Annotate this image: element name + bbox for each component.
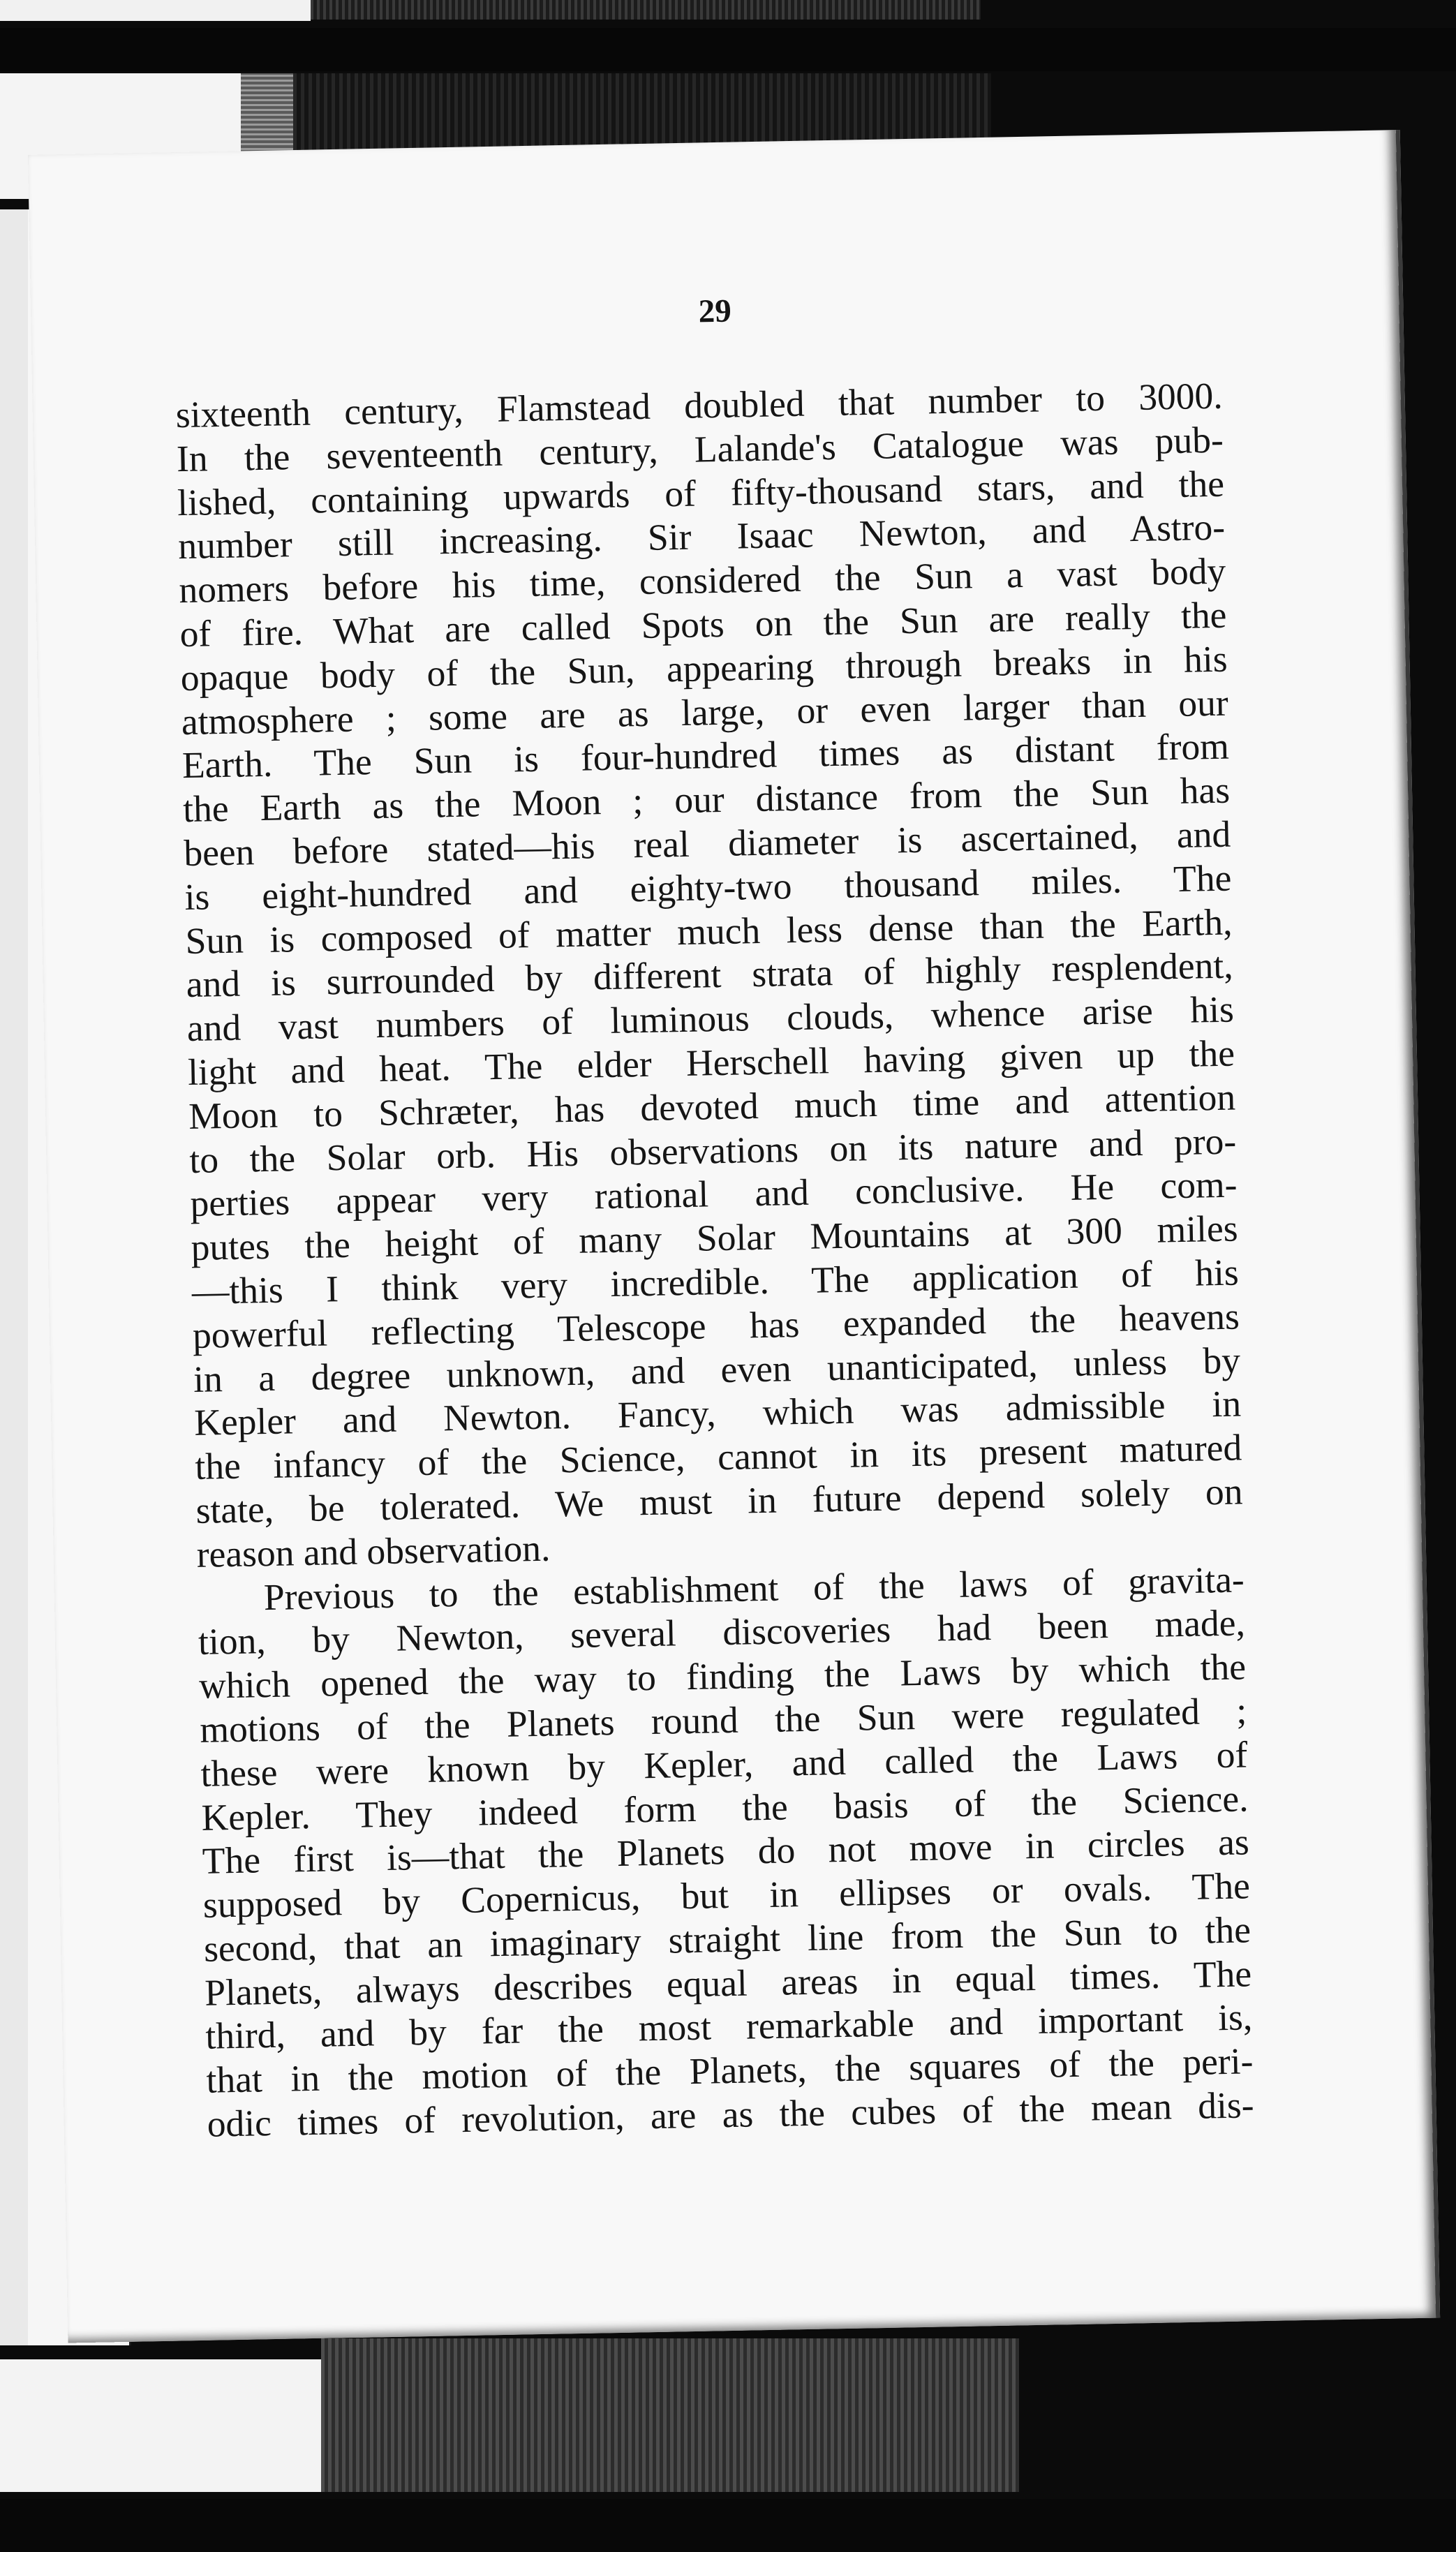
text-line: and is surrounded by different strata of highly resplendent, [186, 944, 1234, 1006]
text-line: opaque body of the Sun, appearing through breaks in his [180, 637, 1228, 699]
text-line: been before stated—his real diameter is ascertained, and [183, 813, 1231, 875]
text-line: The first is—that the Planets do not move in circles as [202, 1820, 1250, 1883]
text-line: number still increasing. Sir Isaac Newton, and Astro- [177, 506, 1226, 567]
background-texture [321, 2338, 1019, 2492]
text-line: atmosphere ; some are as large, or even larger than our [181, 681, 1229, 743]
text-line: of fire. What are called Spots on the Sun are really the [179, 593, 1227, 655]
text-line: —this I think very incredible. The application of his [191, 1251, 1240, 1312]
text-line: state, be tolerated. We must in future depend solely on [195, 1470, 1243, 1531]
text-line: sixteenth century, Flamstead doubled that number to 3000. [175, 374, 1224, 436]
background-paper [0, 2359, 321, 2492]
text-line: nomers before his time, considered the Sun a vast body [178, 549, 1226, 611]
text-line: second, that an imaginary straight line from the Sun to the [203, 1908, 1251, 1970]
facing-page-edge [0, 209, 28, 2345]
text-line: and vast numbers of luminous clouds, whence arise his [186, 988, 1235, 1050]
text-line: to the Solar orb. His observations on its nature and pro- [188, 1120, 1237, 1181]
text-line: Kepler and Newton. Fancy, which was admissible in [193, 1382, 1242, 1444]
page-text [175, 374, 1254, 2146]
text-line: Moon to Schræter, has devoted much time and attention [188, 1076, 1236, 1137]
text-line: odic times of revolution, are as the cubes of the mean dis- [207, 2084, 1255, 2145]
text-line: is eight-hundred and eighty-two thousand miles. The [184, 856, 1232, 918]
text-line: third, and by far the most remarkable and important is, [205, 1996, 1253, 2058]
background-strip [311, 0, 981, 20]
text-line: tion, by Newton, several discoveries had been made, [198, 1601, 1246, 1663]
text-line: Planets, always describes equal areas in equal times. The [204, 1952, 1252, 2014]
text-line: putes the height of many Solar Mountains at 300 miles [191, 1207, 1239, 1269]
text-line: the Earth as the Moon ; our distance from the Sun has [182, 769, 1231, 831]
text-line: reason and observation. [196, 1527, 551, 1575]
paragraph-start: Previous to the establishment of the laws of gravita- [263, 1557, 1245, 1618]
text-line: Earth. The Sun is four-hundred times as distant from [181, 725, 1230, 787]
background-strip [0, 0, 311, 21]
text-line: that in the motion of the Planets, the squares of the peri- [206, 2040, 1254, 2102]
scanner-band [0, 2499, 1456, 2552]
text-line: in a degree unknown, and even unanticipated, unless by [193, 1338, 1241, 1400]
book-page [28, 130, 1440, 2343]
text-line: In the seventeenth century, Lalande's Catalogue was pub- [176, 418, 1224, 480]
text-line: the infancy of the Science, cannot in its present matured [194, 1426, 1242, 1488]
text-line: light and heat. The elder Herschell having given up the [187, 1032, 1235, 1093]
text-line: Kepler. They indeed form the basis of the Science. [201, 1776, 1249, 1839]
text-line: Sun is composed of matter much less dense than the Earth, [185, 900, 1233, 962]
text-line: supposed by Copernicus, but in ellipses or ovals. The [202, 1864, 1251, 1926]
text-line: perties appear very rational and conclusive. He com- [190, 1163, 1238, 1225]
text-line: which opened the way to finding the Laws by which the [198, 1645, 1247, 1707]
text-line: powerful reflecting Telescope has expanded the heavens [192, 1295, 1240, 1356]
scanner-band [0, 28, 1456, 71]
text-line: lished, containing upwards of fifty-thousand stars, and the [177, 462, 1225, 524]
page-number: 29 [698, 292, 732, 330]
text-line: motions of the Planets round the Sun were regulated ; [199, 1689, 1247, 1751]
text-line: these were known by Kepler, and called the Laws of [200, 1733, 1248, 1795]
